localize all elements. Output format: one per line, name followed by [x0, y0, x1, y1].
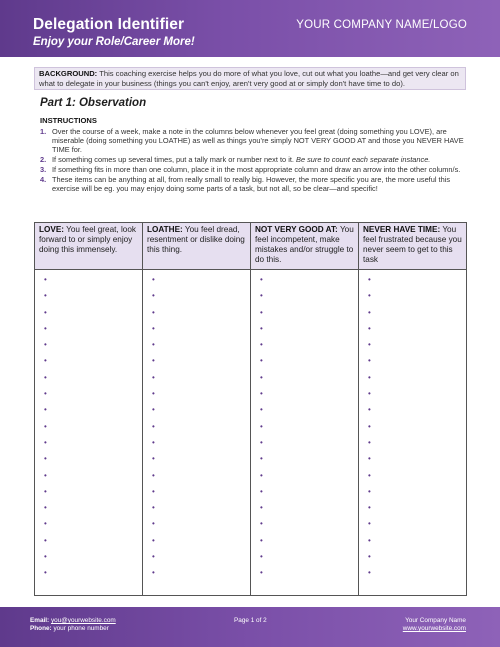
- column-never-have-time: [359, 223, 466, 595]
- bullet-item: •: [368, 275, 371, 284]
- instruction-number: 4.: [40, 174, 47, 184]
- bullet-item: •: [368, 503, 371, 513]
- instruction-item: [40, 165, 468, 174]
- bullet-item: •: [368, 519, 371, 529]
- bullet-item: •: [368, 372, 371, 382]
- background-box: [34, 67, 466, 90]
- bullet-item: •: [368, 405, 371, 415]
- instructions-heading: INSTRUCTIONS: [40, 116, 97, 125]
- bullet-item: •: [368, 356, 371, 366]
- email-link[interactable]: you@yourwebsite.com: [50, 617, 116, 624]
- bullet-item: •: [44, 323, 47, 333]
- column-not-very-good-at: [251, 223, 359, 595]
- bullet-item: •: [44, 437, 47, 447]
- bullet-item: •: [368, 568, 371, 578]
- footer-company: [403, 617, 466, 633]
- bullet-item: •: [260, 323, 263, 333]
- bullet-item: •: [260, 275, 263, 284]
- bullet-item: •: [44, 389, 47, 399]
- bullet-item: •: [152, 470, 155, 480]
- column-label: NEVER HAVE TIME:: [363, 225, 441, 234]
- instruction-text: Over the course of a week, make a note in the columns below whenever you feel great (doing something you LOVE), are miserable (doing something you LOATHE) as well as things you're simply NOT VERY GOOD AT and those you NEVER HAVE TIME for.: [52, 127, 464, 155]
- bullet-item: •: [152, 291, 155, 301]
- bullet-item: •: [368, 454, 371, 464]
- column-love: [35, 223, 143, 595]
- background-label: BACKGROUND:: [39, 69, 98, 78]
- bullet-item: •: [260, 552, 263, 562]
- instruction-text: These items can be anything at all, from really small to really big. However, the more specific you are, the more useful this exercise will be eg. you may enjoy doing some parts of a task, but not all, so be clear—and specific!: [52, 174, 451, 193]
- column-header: [35, 223, 142, 270]
- bullet-item: •: [260, 470, 263, 480]
- bullet-item: •: [44, 454, 47, 464]
- footer-contact: [30, 617, 116, 633]
- bullet-item: •: [152, 568, 155, 578]
- bullet-item: •: [152, 307, 155, 317]
- bullet-item: •: [152, 356, 155, 366]
- column-description: You feel dread, resentment or dislike doing this thing.: [147, 225, 245, 254]
- bullet-list[interactable]: [251, 270, 358, 585]
- bullet-item: •: [260, 389, 263, 399]
- bullet-item: •: [260, 372, 263, 382]
- email-label: Email:: [30, 617, 50, 624]
- bullet-item: •: [152, 372, 155, 382]
- instruction-emphasis: Be sure to count each separate instance.: [296, 155, 431, 165]
- bullet-item: •: [152, 503, 155, 513]
- bullet-item: •: [260, 535, 263, 545]
- column-label: LOVE:: [39, 225, 65, 234]
- bullet-item: •: [44, 356, 47, 366]
- column-header: [359, 223, 466, 270]
- bullet-item: •: [260, 356, 263, 366]
- bullet-item: •: [152, 519, 155, 529]
- document-title: Delegation Identifier: [33, 16, 185, 33]
- bullet-item: •: [368, 323, 371, 333]
- bullet-item: •: [152, 421, 155, 431]
- column-header: [251, 223, 358, 270]
- instruction-item: [40, 175, 468, 193]
- bullet-item: •: [152, 323, 155, 333]
- bullet-item: •: [44, 568, 47, 578]
- bullet-item: •: [368, 389, 371, 399]
- column-description: You feel great, look forward to or simply enjoy doing this immensely.: [39, 225, 136, 254]
- column-description: You feel incompetent, make mistakes and/or struggle to do this.: [255, 225, 354, 264]
- bullet-item: •: [152, 486, 155, 496]
- instruction-text: If something comes up several times, put a tally mark or number next to it.: [52, 155, 294, 165]
- bullet-item: •: [368, 291, 371, 301]
- bullet-item: •: [44, 340, 47, 350]
- column-label: NOT VERY GOOD AT:: [255, 225, 338, 234]
- column-loathe: [143, 223, 251, 595]
- column-description: You feel frustrated because you never seem to get to this task: [363, 225, 462, 264]
- page-header: [0, 0, 500, 57]
- background-text: This coaching exercise helps you do more of what you love, cut out what you loathe—and get very clear on what to delegate in your business (things you can't enjoy, aren't very good at or simply don't have time to do).: [39, 69, 459, 88]
- observation-table: [34, 222, 467, 596]
- bullet-item: •: [368, 307, 371, 317]
- instruction-number: 1.: [40, 127, 47, 136]
- bullet-list[interactable]: [359, 270, 466, 585]
- bullet-item: •: [260, 486, 263, 496]
- instructions-list: [40, 127, 468, 194]
- bullet-item: •: [260, 454, 263, 464]
- bullet-item: •: [368, 470, 371, 480]
- bullet-item: •: [260, 519, 263, 529]
- bullet-item: •: [368, 535, 371, 545]
- bullet-item: •: [44, 503, 47, 513]
- bullet-item: •: [368, 437, 371, 447]
- bullet-item: •: [44, 275, 47, 284]
- bullet-item: •: [44, 486, 47, 496]
- bullet-item: •: [44, 519, 47, 529]
- bullet-item: •: [368, 340, 371, 350]
- part-title: Part 1: Observation: [40, 97, 147, 109]
- bullet-item: •: [44, 307, 47, 317]
- instruction-number: 3.: [40, 165, 47, 174]
- bullet-item: •: [260, 421, 263, 431]
- bullet-item: •: [260, 437, 263, 447]
- bullet-item: •: [152, 275, 155, 284]
- bullet-item: •: [260, 503, 263, 513]
- instruction-text: If something fits in more than one column, place it in the most appropriate column and draw an arrow into the other column/s.: [52, 165, 461, 174]
- bullet-item: •: [152, 535, 155, 545]
- phone-number: your phone number: [53, 625, 109, 632]
- instruction-number: 2.: [40, 155, 47, 165]
- bullet-item: •: [260, 291, 263, 301]
- bullet-item: •: [152, 454, 155, 464]
- bullet-item: •: [260, 307, 263, 317]
- bullet-item: •: [44, 535, 47, 545]
- instruction-item: [40, 127, 468, 155]
- bullet-item: •: [368, 421, 371, 431]
- bullet-item: •: [44, 421, 47, 431]
- bullet-item: •: [260, 340, 263, 350]
- instruction-item: [40, 155, 468, 164]
- column-header: [143, 223, 250, 270]
- page-footer: [0, 607, 500, 647]
- bullet-item: •: [44, 372, 47, 382]
- bullet-item: •: [152, 437, 155, 447]
- column-label: LOATHE:: [147, 225, 183, 234]
- bullet-list[interactable]: [35, 270, 142, 585]
- document-subtitle: Enjoy your Role/Career More!: [33, 36, 195, 48]
- bullet-item: •: [44, 405, 47, 415]
- company-logo-text: YOUR COMPANY NAME/LOGO: [296, 19, 467, 31]
- website-link[interactable]: www.yourwebsite.com: [402, 625, 466, 632]
- bullet-item: •: [368, 486, 371, 496]
- bullet-item: •: [260, 405, 263, 415]
- bullet-item: •: [44, 552, 47, 562]
- bullet-item: •: [44, 291, 47, 301]
- bullet-item: •: [152, 340, 155, 350]
- bullet-item: •: [152, 405, 155, 415]
- bullet-list[interactable]: [143, 270, 250, 585]
- bullet-item: •: [152, 552, 155, 562]
- page-number: Page 1 of 2: [234, 617, 267, 624]
- bullet-item: •: [368, 552, 371, 562]
- company-name: Your Company Name: [405, 617, 466, 624]
- bullet-item: •: [44, 470, 47, 480]
- phone-label: Phone:: [30, 625, 52, 632]
- bullet-item: •: [152, 389, 155, 399]
- bullet-item: •: [260, 568, 263, 578]
